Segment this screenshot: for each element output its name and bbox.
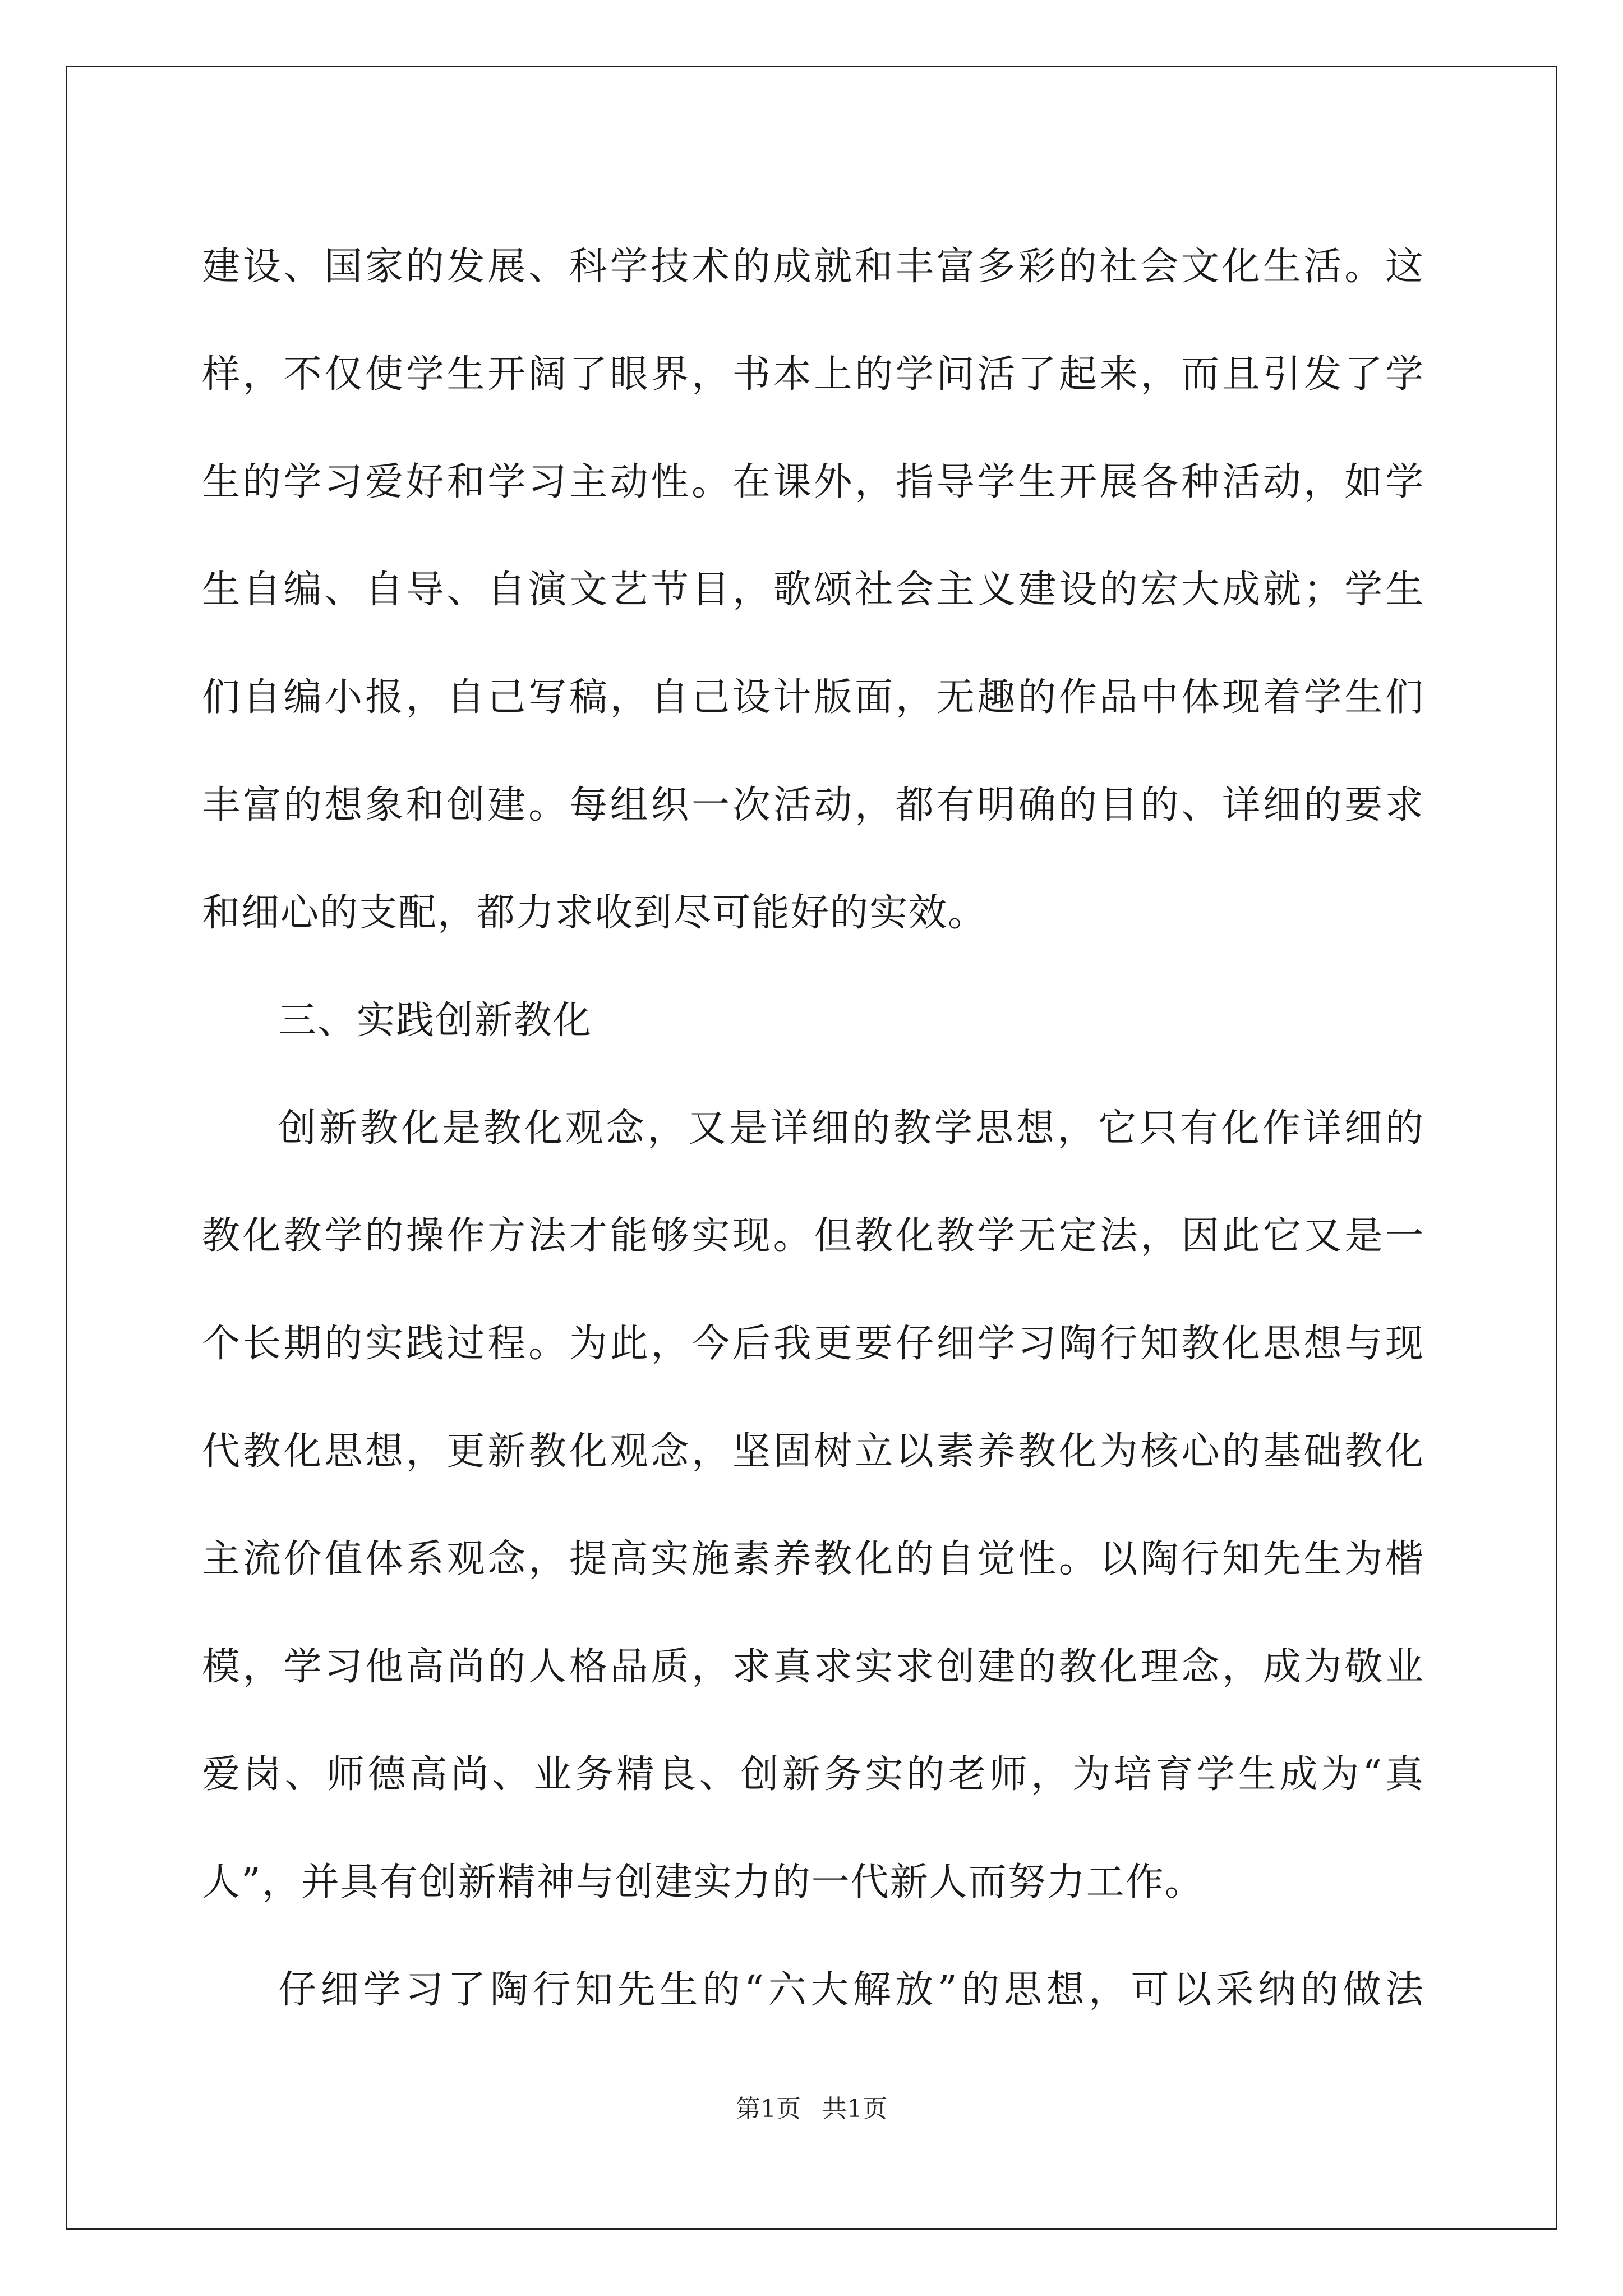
page-total: 共1页 xyxy=(822,2095,887,2123)
text-line: 样，不仅使学生开阔了眼界，书本上的学问活了起来，而且引发了学 xyxy=(202,352,1424,397)
document-body xyxy=(202,213,1424,2044)
text-line: 丰富的想象和创建。每组织一次活动，都有明确的目的、详细的要求 xyxy=(202,783,1424,827)
text-line: 代教化思想，更新教化观念，坚固树立以素养教化为核心的基础教化 xyxy=(202,1429,1424,1474)
text-line: 生自编、自导、自演文艺节目，歌颂社会主义建设的宏大成就；学生 xyxy=(202,568,1424,612)
page-footer xyxy=(0,2092,1623,2126)
text-line: 仔细学习了陶行知先生的“六大解放”的思想，可以采纳的做法 xyxy=(278,1968,1424,2012)
text-line: 创新教化是教化观念，又是详细的教学思想，它只有化作详细的 xyxy=(278,1106,1424,1151)
text-line: 建设、国家的发展、科学技术的成就和丰富多彩的社会文化生活。这 xyxy=(202,245,1424,289)
section-heading: 三、实践创新教化 xyxy=(278,999,593,1043)
text-line: 个长期的实践过程。为此，今后我更要仔细学习陶行知教化思想与现 xyxy=(202,1322,1424,1366)
text-line: 和细心的支配，都力求收到尽可能好的实效。 xyxy=(202,891,988,935)
text-line: 们自编小报，自己写稿，自己设计版面，无趣的作品中体现着学生们 xyxy=(202,675,1424,720)
text-line: 爱岗、师德高尚、业务精良、创新务实的老师，为培育学生成为“真 xyxy=(202,1752,1424,1797)
text-line: 模，学习他高尚的人格品质，求真求实求创建的教化理念，成为敬业 xyxy=(202,1645,1424,1689)
text-line: 生的学习爱好和学习主动性。在课外，指导学生开展各种活动，如学 xyxy=(202,460,1424,504)
text-line: 教化教学的操作方法才能够实现。但教化教学无定法，因此它又是一 xyxy=(202,1214,1424,1258)
text-line: 人”，并具有创新精神与创建实力的一代新人而努力工作。 xyxy=(202,1860,1204,1904)
text-line: 主流价值体系观念，提高实施素养教化的自觉性。以陶行知先生为楷 xyxy=(202,1537,1424,1581)
page-number: 第1页 xyxy=(736,2095,801,2123)
